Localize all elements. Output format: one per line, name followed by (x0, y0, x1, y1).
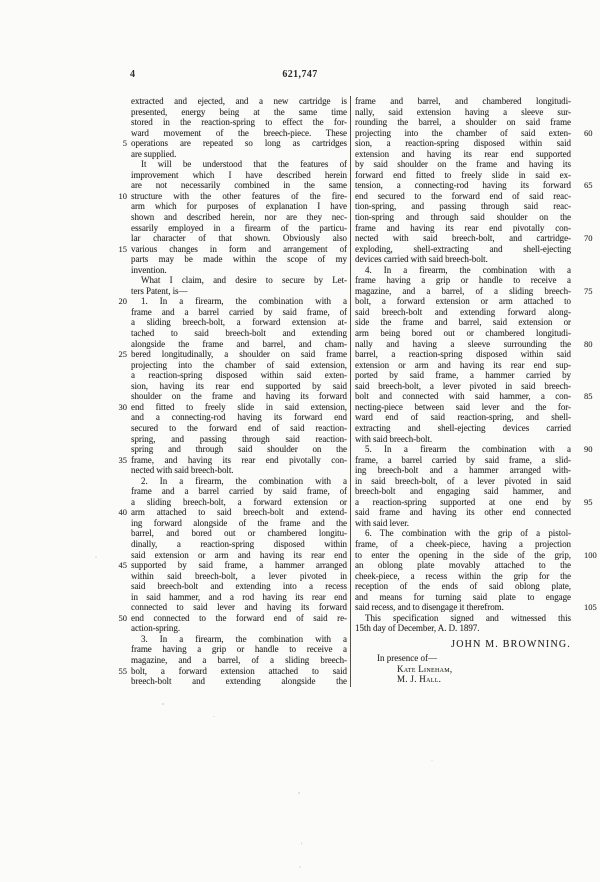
text-line: various changes in form and arrangement of (131, 243, 347, 254)
column-divider-rule (350, 96, 351, 687)
line-number: 60 (584, 127, 593, 138)
text-line: secured to the forward end of said reaction- (131, 422, 347, 433)
text-line: breech-bolt and extending alongside the (131, 676, 347, 687)
text-line: It will be understood that the features of (141, 159, 347, 170)
scan-speck (213, 716, 215, 717)
patent-number: 621,747 (282, 69, 318, 80)
text-line: extension or arm and having its rear end sup- (355, 359, 571, 370)
line-number: 25 (118, 349, 127, 360)
line-number: 70 (584, 233, 593, 244)
text-line: said breech-bolt and extending into a recess (131, 581, 347, 592)
text-line: bolt, a forward extension attached to said (131, 665, 347, 676)
text-line: This specification signed and witnessed this (365, 612, 571, 623)
witness-intro: In presence of— (377, 653, 437, 663)
text-line: said breech-bolt, a lever pivoted in said breech- (355, 380, 571, 391)
line-number: 40 (118, 507, 127, 518)
line-number: 35 (118, 454, 127, 465)
text-line: frame having a grip or handle to receive a (355, 275, 571, 286)
text-line: frame, of a cheek-piece, having a projection (355, 538, 571, 549)
line-number: 30 (118, 401, 127, 412)
text-line: 4. In a firearm, the combination with a (365, 264, 571, 275)
text-line: supported by said frame, a hammer arranged (131, 560, 347, 571)
text-line: bolt, a forward extension or arm attached to (355, 296, 571, 307)
left-text-column (131, 96, 347, 687)
witness-name: M. J. Hall. (397, 674, 442, 684)
line-number: 95 (584, 496, 593, 507)
scan-speck (431, 760, 433, 761)
text-line: to enter the opening in the side of the grip, (355, 549, 571, 560)
text-line: 15th day of December, A. D. 1897. (355, 623, 480, 634)
text-line: 2. In a firearm, the combination with a (141, 475, 347, 486)
text-line: 1. In a firearm, the combination with a (141, 296, 347, 307)
text-line: connected to said lever and having its forward (131, 602, 347, 613)
text-line: and means for turning said plate to engage (355, 591, 571, 602)
text-line: a sliding breech-bolt, a forward extension at- (131, 317, 347, 328)
text-line: forward end fitted to freely slide in said ex- (355, 169, 571, 180)
scan-speck (530, 300, 532, 302)
text-line: in said hammer, and a rod having its rear end (131, 591, 347, 602)
text-line: extracted and ejected, and a new cartridge is (131, 96, 347, 106)
text-line: devices carried with said breech-bolt. (355, 254, 488, 265)
text-line: alongside the frame and barrel, and cham- (131, 338, 347, 349)
text-line: a sliding breech-bolt, a forward extension or (131, 496, 347, 507)
text-line: bolt and connected with said hammer, a con- (355, 391, 571, 402)
text-line: arm which for purposes of explanation I have (131, 201, 347, 212)
text-line: barrel, a reaction-spring disposed within said (355, 349, 571, 360)
line-number: 90 (584, 444, 593, 455)
right-text-column (355, 96, 571, 634)
text-line: nected with said breech-bolt, and cartridge- (355, 233, 571, 244)
text-line: shoulder on the frame and having its forward (131, 391, 347, 402)
text-line: barrel, and bored out or chambered longitu- (131, 528, 347, 539)
text-line: a reaction-spring supported at one end by (355, 496, 571, 507)
text-line: magazine, and a barrel, of a sliding breech- (131, 654, 347, 665)
text-line: spring, and passing through said reaction- (131, 433, 347, 444)
text-line: said breech-bolt and extending forward along- (355, 306, 571, 317)
text-line: are supplied. (131, 148, 177, 159)
text-line: breech-bolt and engaging said hammer, and (355, 486, 571, 497)
line-number: 75 (584, 285, 593, 296)
text-line: reception of the ends of said oblong plate, (355, 581, 571, 592)
text-line: structure with the other features of the fire- (131, 190, 347, 201)
text-line: parts may be made within the scope of my (131, 254, 347, 265)
text-line: frame having a grip or handle to receive a (131, 644, 347, 655)
text-line: tion-spring and through said shoulder on the (355, 212, 571, 223)
text-line: nally, said extension having a sleeve sur- (355, 106, 571, 117)
text-line: within said breech-bolt, a lever pivoted in (131, 570, 347, 581)
text-line: cheek-piece, a recess within the grip for the (355, 570, 571, 581)
text-line: end secured to the forward end of said reac- (355, 190, 571, 201)
text-line: by said shoulder on the frame and having its (355, 159, 571, 170)
text-line: with said lever. (355, 517, 409, 528)
text-line: extracting and shell-ejecting devices carried (355, 422, 571, 433)
scan-speck (162, 703, 164, 705)
text-line: sion, having its rear end supported by said (131, 380, 347, 391)
text-line: side the frame and barrel, said extension or (355, 317, 571, 328)
text-line: ing breech-bolt and a hammer arranged with- (355, 465, 571, 476)
text-line: 3. In a firearm, the combination with a (141, 633, 347, 644)
text-line: necting-piece between said lever and the for- (355, 401, 571, 412)
text-line: arm being bored out or chambered longitudi- (355, 328, 571, 339)
scan-speck (298, 792, 300, 794)
text-line: an oblong plate movably attached to the (355, 560, 571, 571)
text-line: said recess, and to disengage it therefrom. (355, 602, 504, 613)
text-line: magazine, and a barrel, of a sliding breech- (355, 285, 571, 296)
text-line: lar character of that shown. Obviously also (131, 233, 347, 244)
text-line: end connected to the forward end of said re- (131, 612, 347, 623)
text-line: tion-spring, and passing through said reac- (355, 201, 571, 212)
text-line: frame, a barrel carried by said frame, a slid- (355, 454, 571, 465)
text-line: said frame and having its other end connected (355, 507, 571, 518)
line-number: 45 (118, 560, 127, 571)
text-line: ward movement of the breech-piece. These (131, 127, 347, 138)
text-line: ward end of said reaction-spring, and shell- (355, 412, 571, 423)
text-line: dinally, a reaction-spring disposed within (131, 538, 347, 549)
text-line: ters Patent, is— (131, 285, 188, 296)
line-number: 65 (584, 180, 593, 191)
scan-speck (188, 660, 190, 661)
text-line: frame and barrel, and chambered longitudi- (355, 96, 571, 106)
text-line: frame and having its rear end pivotally con- (355, 222, 571, 233)
text-line: nected with said breech-bolt. (131, 465, 234, 476)
text-line: ing forward alongside of the frame and the (131, 517, 347, 528)
text-line: What I claim, and desire to secure by Let- (141, 275, 347, 286)
text-line: bered longitudinally, a shoulder on said frame (131, 349, 347, 360)
line-number: 5 (122, 138, 127, 149)
text-line: presented, energy being at the same time (131, 106, 347, 117)
line-number: 105 (584, 602, 597, 613)
text-line: tension, a connecting-rod having its forward (355, 180, 571, 191)
text-line: end fitted to freely slide in said extension, (131, 401, 347, 412)
text-line: are not necessarily combined in the same (131, 180, 347, 191)
line-number: 85 (584, 391, 593, 402)
text-line: frame and a barrel carried by said frame, of (131, 306, 347, 317)
text-line: 6. The combination with the grip of a pistol- (365, 528, 571, 539)
inventor-signature: JOHN M. BROWNING. (451, 639, 571, 650)
page-number: 4 (130, 69, 136, 80)
text-line: arm attached to said breech-bolt and extend- (131, 507, 347, 518)
text-line: operations are repeated so long as cartridges (131, 138, 347, 149)
text-line: spring and through said shoulder on the (131, 444, 347, 455)
text-line: shown and described herein, nor are they nec- (131, 212, 347, 223)
line-number: 50 (118, 612, 127, 623)
line-number: 80 (584, 338, 593, 349)
text-line: and a connecting-rod having its forward end (131, 412, 347, 423)
text-line: stored in the reaction-spring to effect the for- (131, 117, 347, 128)
text-line: said extension or arm and having its rear end (131, 549, 347, 560)
text-line: 5. In a firearm the combination with a (365, 444, 571, 455)
line-number: 10 (118, 190, 127, 201)
text-line: sion, a reaction-spring disposed within said (355, 138, 571, 149)
text-line: invention. (131, 264, 167, 275)
scan-speck (95, 556, 97, 558)
scan-speck (301, 842, 302, 845)
text-line: exploding, shell-extracting and shell-ejecting (355, 243, 571, 254)
text-line: a reaction-spring disposed within said exten- (131, 370, 347, 381)
line-number: 100 (584, 549, 597, 560)
text-line: improvement which I have described herein (131, 169, 347, 180)
text-line: with said breech-bolt. (355, 433, 433, 444)
text-line: essarily employed in a firearm of the particu- (131, 222, 347, 233)
text-line: ported by said frame, a hammer carried by (355, 370, 571, 381)
text-line: projecting into the chamber of said extension, (131, 359, 347, 370)
text-line: frame, and having its rear end pivotally con- (131, 454, 347, 465)
scan-speck (299, 866, 301, 868)
text-line: rounding the barrel, a shoulder on said frame (355, 117, 571, 128)
line-number: 55 (118, 665, 127, 676)
line-number: 20 (118, 296, 127, 307)
text-line: nally and having a sleeve surrounding the (355, 338, 571, 349)
text-line: extension and having its rear end supported (355, 148, 571, 159)
witness-name: Kate Lineham, (397, 664, 453, 674)
text-line: projecting into the chamber of said exten- (355, 127, 571, 138)
text-line: action-spring. (131, 623, 181, 634)
text-line: in said breech-bolt, of a lever pivoted in said (355, 475, 571, 486)
line-number: 15 (118, 243, 127, 254)
text-line: frame and a barrel carried by said frame, of (131, 486, 347, 497)
text-line: tached to said breech-bolt and extending (131, 328, 347, 339)
